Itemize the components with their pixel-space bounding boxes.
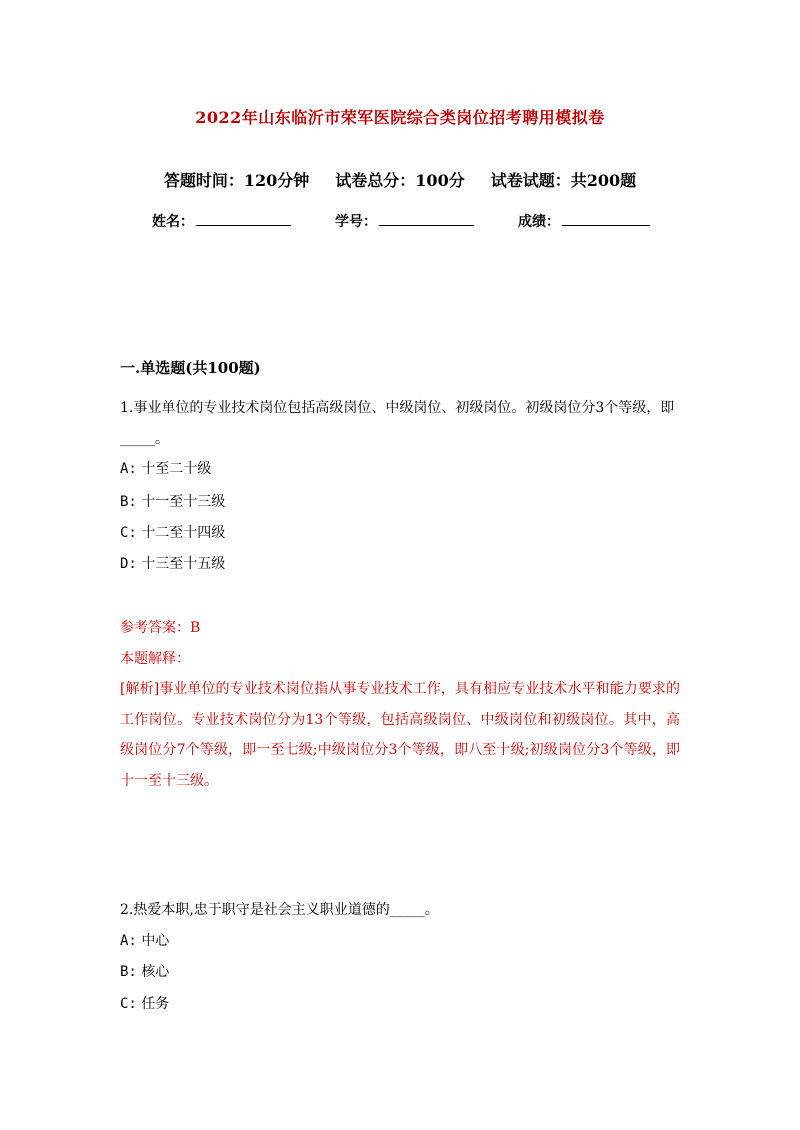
student-id-blank[interactable] xyxy=(379,213,474,226)
section-title: 一.单选题(共100题) xyxy=(120,359,261,377)
student-info-row xyxy=(152,211,692,231)
name-label: 姓名： xyxy=(152,214,194,230)
exam-time: 答题时间：120分钟 xyxy=(163,171,310,190)
option-key: C: xyxy=(120,525,137,541)
option-text: 十三至十五级 xyxy=(141,556,226,572)
option-key: D: xyxy=(120,556,137,572)
exam-total-score: 试卷总分：100分 xyxy=(335,171,465,190)
option-text: 核心 xyxy=(141,964,170,980)
option-key: A: xyxy=(120,461,137,477)
question-1-option-a xyxy=(120,458,211,478)
option-text: 十至二十级 xyxy=(141,461,212,477)
score-label: 成绩： xyxy=(518,214,560,230)
option-text: 任务 xyxy=(141,996,170,1012)
option-key: C: xyxy=(120,996,137,1012)
question-1-text: 1.事业单位的专业技术岗位包括高级岗位、中级岗位、初级岗位。初级岗位分3个等级，即_____。 xyxy=(120,400,675,447)
score-field xyxy=(518,211,650,231)
score-blank[interactable] xyxy=(562,213,650,226)
question-1-option-b xyxy=(120,491,225,511)
name-field xyxy=(152,211,291,231)
question-1-explanation: [解析]事业单位的专业技术岗位指从事专业技术工作，具有相应专业技术水平和能力要求的工作岗位。专业技术岗位分为13个等级，包括高级岗位、中级岗位和初级岗位。其中，高级岗位分7个等级，即一至七级;中级岗位分3个等级，即八至十级;初级岗位分3个等级，即十一至十三级。 xyxy=(120,681,680,789)
question-2-option-a xyxy=(120,930,169,950)
question-1-option-c xyxy=(120,522,225,542)
question-1-answer: 参考答案：B xyxy=(120,620,201,636)
question-1-explanation-label: 本题解释： xyxy=(120,651,190,667)
document-title: 2022年山东临沂市荣军医院综合类岗位招考聘用模拟卷 xyxy=(195,108,605,127)
question-2-option-b xyxy=(120,961,169,981)
option-key: B: xyxy=(120,964,137,980)
question-2-text: 2.热爱本职,忠于职守是社会主义职业道德的_____。 xyxy=(120,902,439,918)
exam-info xyxy=(0,168,800,191)
option-key: A: xyxy=(120,933,137,949)
student-id-label: 学号： xyxy=(335,214,377,230)
option-text: 十一至十三级 xyxy=(141,494,226,510)
exam-question-count: 试卷试题：共200题 xyxy=(490,171,637,190)
student-id-field xyxy=(335,211,474,231)
option-key: B: xyxy=(120,494,137,510)
option-text: 十二至十四级 xyxy=(141,525,226,541)
question-2-option-c xyxy=(120,993,169,1013)
question-1-option-d xyxy=(120,553,225,573)
name-blank[interactable] xyxy=(196,213,291,226)
option-text: 中心 xyxy=(141,933,170,949)
